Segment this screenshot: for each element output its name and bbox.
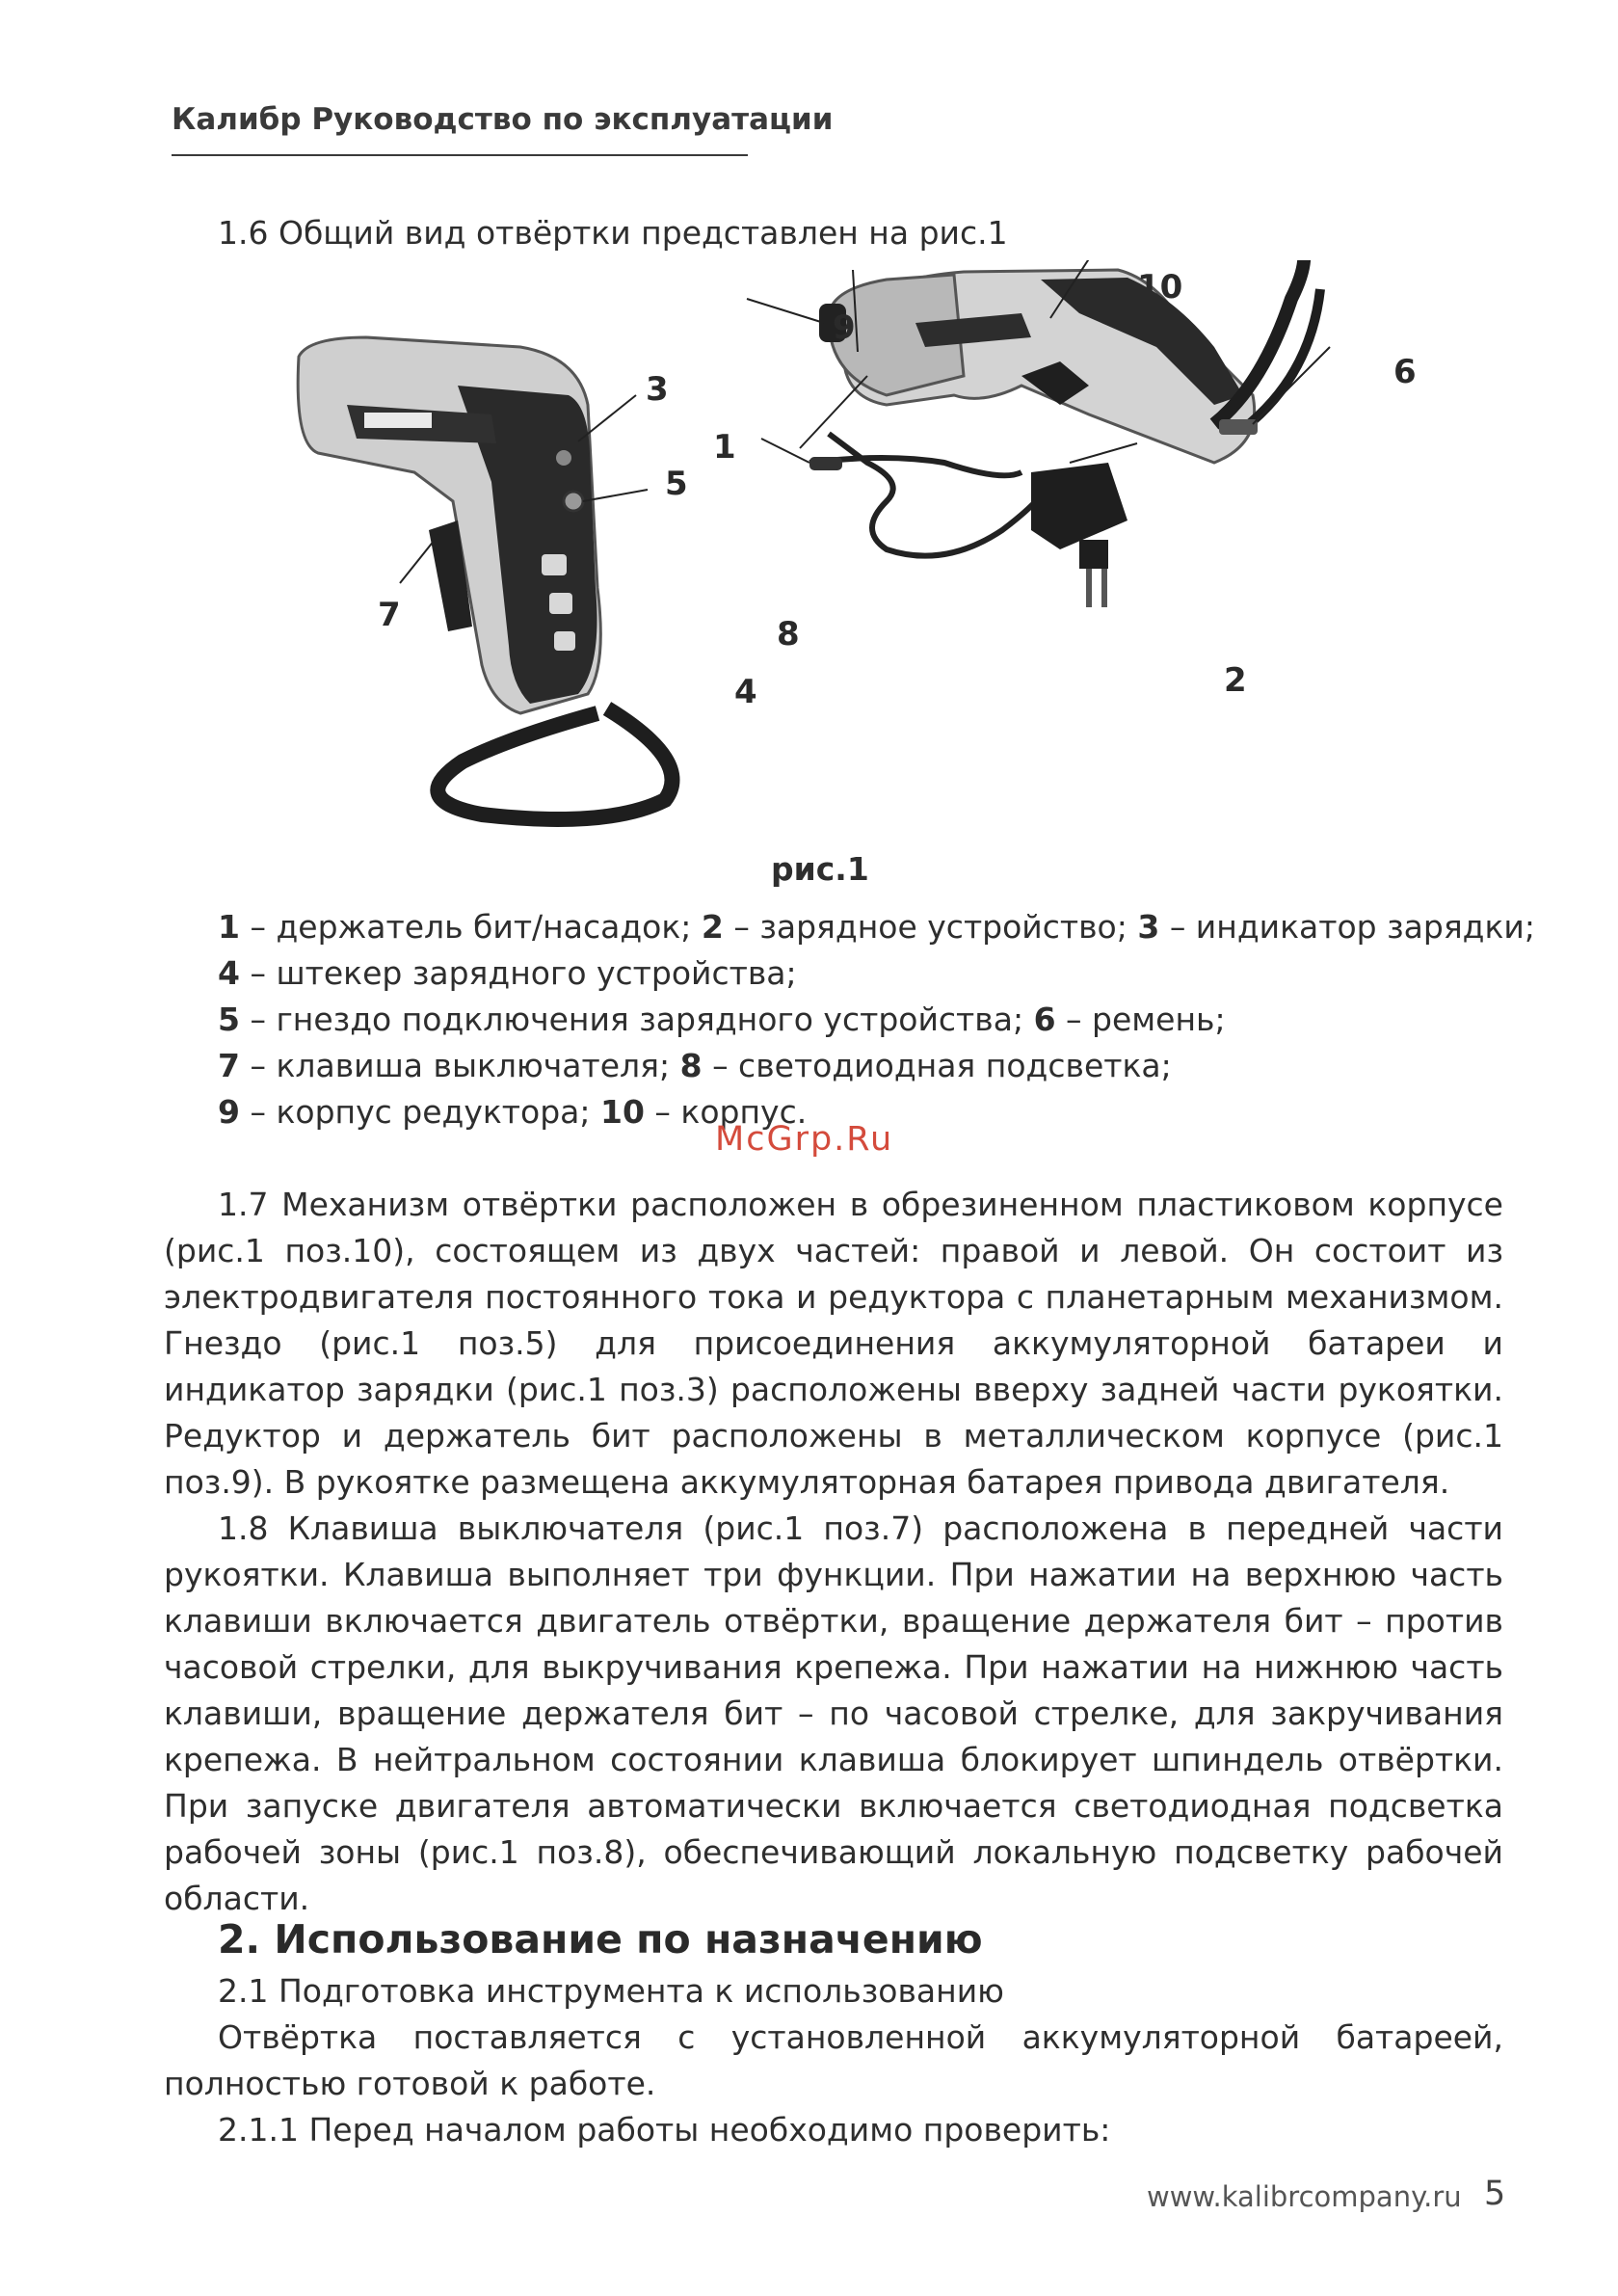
screwdriver-figure xyxy=(289,260,1523,877)
page-number: 5 xyxy=(1484,2175,1506,2213)
legend-text: – гнездо подключения зарядного устройства; xyxy=(239,1001,1034,1038)
screwdriver-left-illustration xyxy=(298,337,672,819)
figure-caption: рис.1 xyxy=(771,850,869,888)
footer-url: www.kalibrcompany.ru xyxy=(1147,2180,1462,2213)
legend-number: 9 xyxy=(218,1093,240,1131)
callout-7: 7 xyxy=(378,596,401,634)
callout-4: 4 xyxy=(734,673,757,711)
legend-number: 10 xyxy=(599,1093,645,1131)
legend-text: – корпус редуктора; xyxy=(239,1093,600,1131)
legend-line xyxy=(218,1043,1535,1089)
section-heading: 2. Использование по назначению xyxy=(218,1916,983,1962)
body-section-1 xyxy=(164,1182,1503,1922)
callout-5: 5 xyxy=(665,465,688,503)
callout-2: 2 xyxy=(1224,661,1247,700)
screwdriver-right-illustration xyxy=(819,260,1320,463)
paragraph-1-8: 1.8 Клавиша выключателя (рис.1 поз.7) расположена в передней части рукоятки. Клавиша выполняет три функции. При нажатии на верхнюю часть клавиши включается двигатель отвёртки, вращение держателя бит – против часовой стрелки, для выкручивания крепежа. При нажатии на нижнюю часть клавиши, вращение держателя бит – по часовой стрелке, для закручивания крепежа. В нейтральном состоянии клавиша блокирует шпиндель отвёртки. При запуске двигателя автоматически включается светодиодная подсветка рабочей зоны (рис.1 поз.8), обеспечивающий локальную подсветку рабочей области. xyxy=(164,1509,1503,1917)
legend-text: – корпус. xyxy=(644,1093,808,1131)
legend-number: 6 xyxy=(1033,1001,1056,1038)
legend-number: 3 xyxy=(1137,908,1160,946)
callout-10: 10 xyxy=(1137,268,1183,307)
legend-line xyxy=(218,997,1535,1043)
header-rule xyxy=(172,154,748,156)
legend-number: 5 xyxy=(218,1001,240,1038)
running-header: Калибр Руководство по эксплуатации xyxy=(172,102,834,137)
figure-legend xyxy=(218,904,1535,1135)
legend-text: – зарядное устройство; xyxy=(723,908,1138,946)
body-section-2 xyxy=(164,1968,1503,2153)
legend-text: – светодиодная подсветка; xyxy=(702,1047,1172,1084)
callout-8: 8 xyxy=(777,615,800,654)
legend-line xyxy=(218,904,1535,950)
legend-text: – индикатор зарядки; xyxy=(1159,908,1535,946)
legend-number: 1 xyxy=(218,908,240,946)
paragraph-2-1: 2.1 Подготовка инструмента к использованию xyxy=(218,1972,1004,2010)
callout-9: 9 xyxy=(833,308,856,347)
legend-number: 7 xyxy=(218,1047,240,1084)
callout-1: 1 xyxy=(713,428,736,467)
legend-number: 2 xyxy=(701,908,724,946)
legend-text: – ремень; xyxy=(1055,1001,1226,1038)
paragraph-2-1-1: 2.1.1 Перед началом работы необходимо проверить: xyxy=(218,2111,1111,2149)
legend-number: 4 xyxy=(218,954,240,992)
intro-text: 1.6 Общий вид отвёртки представлен на рис.1 xyxy=(218,214,1008,252)
callout-3: 3 xyxy=(646,370,669,409)
legend-text: – штекер зарядного устройства; xyxy=(239,954,797,992)
watermark: McGrp.Ru xyxy=(715,1120,894,1159)
callout-6: 6 xyxy=(1393,353,1417,391)
paragraph-2-1-text: Отвёртка поставляется с установленной аккумуляторной батареей, полностью готовой к работе. xyxy=(164,2018,1503,2102)
legend-text: – держатель бит/насадок; xyxy=(239,908,702,946)
legend-text: – клавиша выключателя; xyxy=(239,1047,680,1084)
legend-number: 8 xyxy=(679,1047,703,1084)
legend-line xyxy=(218,950,1535,997)
paragraph-1-7: 1.7 Механизм отвёртки расположен в обрезиненном пластиковом корпусе (рис.1 поз.10), состоящем из двух частей: правой и левой. Он состоит из электродвигателя постоянного тока и редуктора с планетарным механизмом. Гнездо (рис.1 поз.5) для присоединения аккумуляторной батареи и индикатор зарядки (рис.1 поз.3) расположены вверху задней части рукоятки. Редуктор и держатель бит расположены в металлическом корпусе (рис.1 поз.9). В рукоятке размещена аккумуляторная батарея привода двигателя. xyxy=(164,1186,1503,1501)
